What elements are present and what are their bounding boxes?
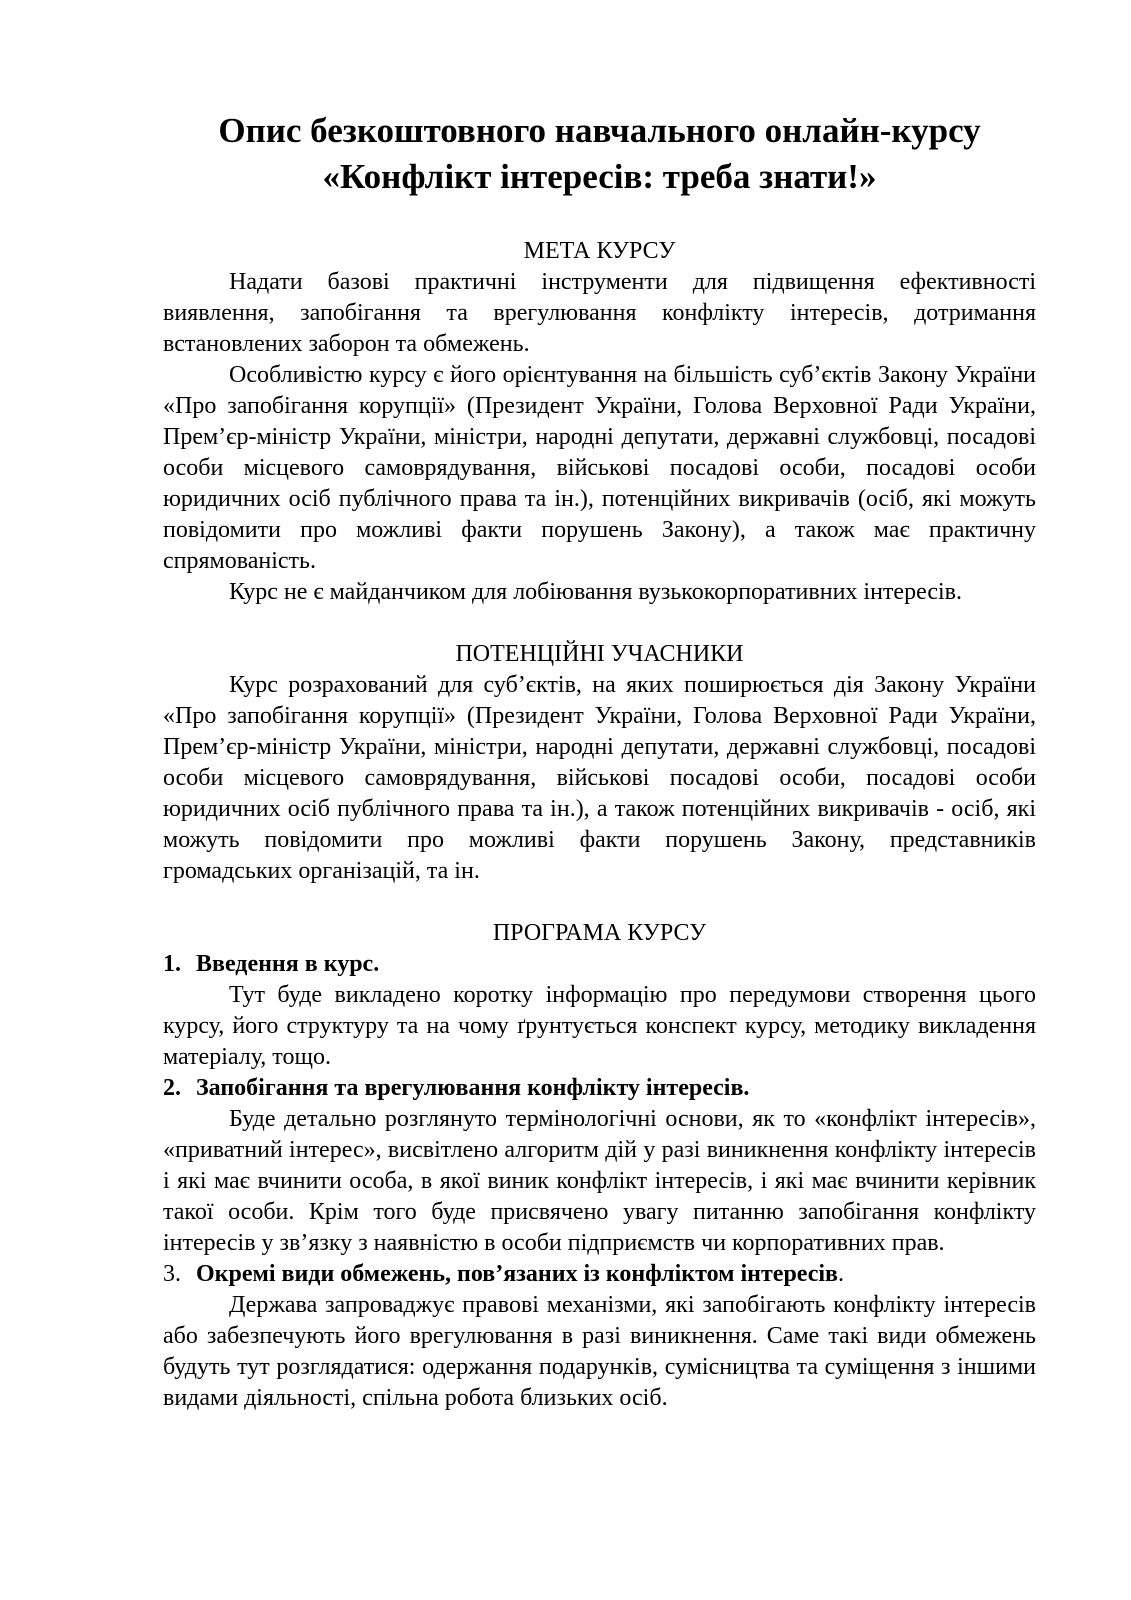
program-item-3-text: Держава запроваджує правові механізми, які запобігають конфлікту інтересів або забезпечують його врегулювання в разі виникнення. Саме такі види обмежень будуть тут розглядатися: одержання подарунків, сумісництва та суміщення з іншими видами діяльності, спільна робота близьких осіб. xyxy=(163,1292,1036,1411)
program-item-1-text: Тут буде викладено коротку інформацію про передумови створення цього курсу, його структуру та на чому ґрунтується конспект курсу, методику викладення матеріалу, тощо. xyxy=(163,982,1036,1070)
spacer xyxy=(163,200,1036,236)
program-heading: ПРОГРАМА КУРСУ xyxy=(492,920,707,946)
program-item-number: 2. xyxy=(163,1075,181,1101)
document-title xyxy=(163,108,1036,200)
participants-paragraph: Курс розрахований для суб’єктів, на яких поширюється дія Закону України «Про запобігання корупції» (Президент України, Голова Верховної Ради України, Прем’єр-міністр України, міністри, народні депутати, державні службовці, посадові особи місцевого самоврядування, військові посадові особи, посадові особи юридичних осіб публічного права та ін.), а також потенційних викривачів - осіб, які можуть повідомити про можливі факти порушень Закону, представників громадських організацій, та ін. xyxy=(163,672,1036,884)
program-item-suffix: . xyxy=(838,1261,845,1287)
title-line-2: «Конфлікт інтересів: треба знати!» xyxy=(322,157,877,196)
title-line-1: Опис безкоштовного навчального онлайн-курсу xyxy=(218,111,981,150)
goal-paragraph-2: Особливістю курсу є його орієнтування на більшість суб’єктів Закону України «Про запобігання корупції» (Президент України, Голова Верховної Ради України, Прем’єр-міністр України, міністри, народні депутати, державні службовці, посадові особи місцевого самоврядування, військові посадові особи, посадові особи юридичних осіб публічного права та ін.), потенційних викривачів (осіб, які можуть повідомити про можливі факти порушень Закону), а також має практичну спрямованість. xyxy=(163,362,1036,574)
program-item-3-heading xyxy=(163,1259,1036,1290)
program-item-2-heading xyxy=(163,1073,1036,1104)
program-item-title: Введення в курс. xyxy=(196,951,380,977)
program-item-2-text: Буде детально розглянуто термінологічні основи, як то «конфлікт інтересів», «приватний інтерес», висвітлено алгоритм дій у разі виникнення конфлікту інтересів і які має вчинити особа, в якої виник конфлікт інтересів, і які має вчинити керівник такої особи. Крім того буде присвячено увагу питанню запобігання конфлікту інтересів у зв’язку з наявністю в особи підприємств чи корпоративних прав. xyxy=(163,1106,1036,1256)
program-item-number: 1. xyxy=(163,951,181,977)
program-item-title: Окремі види обмежень, пов’язаних із конфліктом інтересів xyxy=(196,1261,839,1287)
program-item-title: Запобігання та врегулювання конфлікту інтересів. xyxy=(196,1075,750,1101)
spacer xyxy=(163,608,1036,639)
spacer xyxy=(163,887,1036,918)
participants-heading: ПОТЕНЦІЙНІ УЧАСНИКИ xyxy=(455,641,744,667)
goal-paragraph-1: Надати базові практичні інструменти для підвищення ефективності виявлення, запобігання та врегулювання конфлікту інтересів, дотримання встановлених заборон та обмежень. xyxy=(163,269,1036,357)
program-item-number: 3. xyxy=(163,1261,181,1287)
goal-heading: МЕТА КУРСУ xyxy=(523,238,676,264)
document-content xyxy=(163,108,1036,1414)
program-item-1-heading xyxy=(163,949,1036,980)
goal-paragraph-3: Курс не є майданчиком для лобіювання вузькокорпоративних інтересів. xyxy=(229,579,962,605)
